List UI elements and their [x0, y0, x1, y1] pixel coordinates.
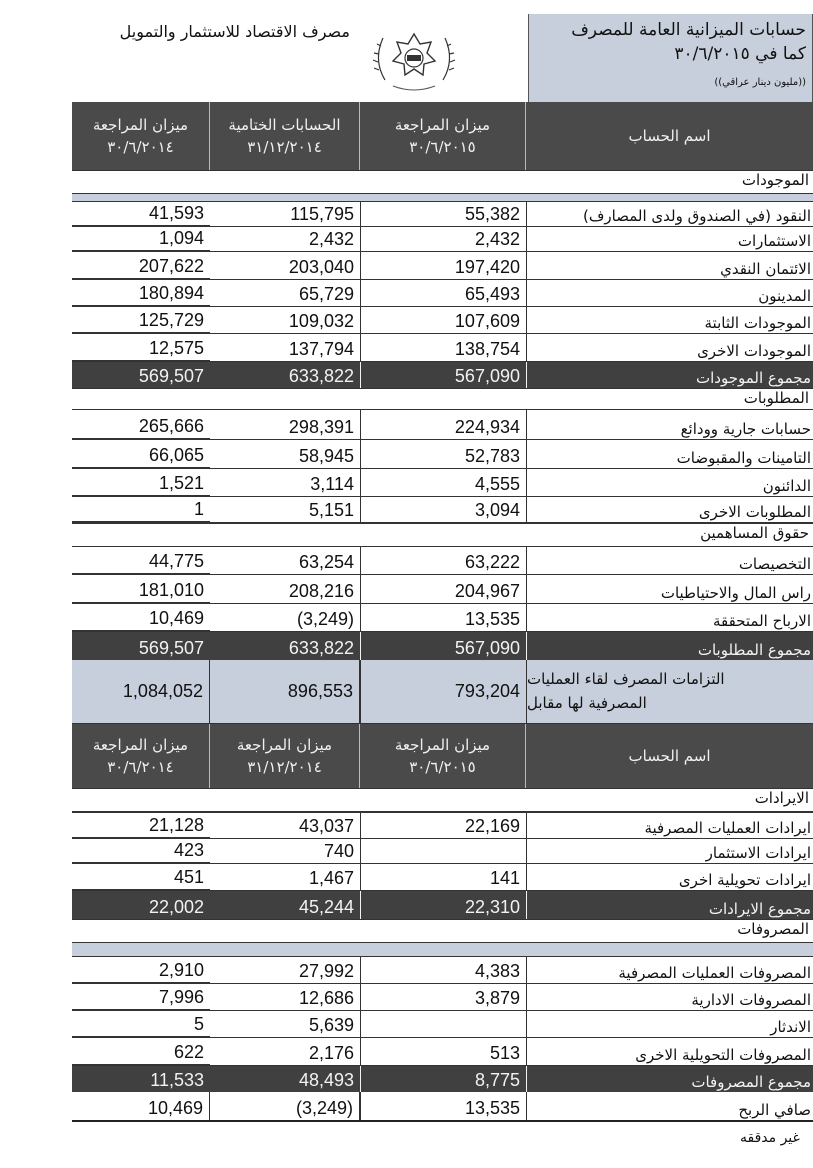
value-2014-jun: 21,128: [72, 812, 210, 838]
total-2014-dec: 48,493: [298, 1070, 354, 1090]
table-row: [72, 280, 813, 307]
section-expenses: المصروفات: [72, 919, 813, 943]
value-2014-jun: 622: [72, 1038, 210, 1065]
value-2014-dec: 43,037: [298, 816, 354, 836]
total-2014-jun: 22,002: [148, 897, 204, 917]
col-header-label: ميزان المراجعة: [394, 736, 491, 754]
statement-title-box: [528, 14, 813, 102]
commitments-label-line1: التزامات المصرف لقاء العمليات: [527, 670, 725, 688]
section-liabilities: المطلوبات: [72, 388, 813, 410]
value-2014-jun: 41,593: [72, 202, 210, 226]
value-2015: 4,555: [360, 469, 526, 496]
value-2015: 4,383: [360, 957, 526, 983]
account-name: الموجودات الاخرى: [526, 334, 813, 361]
value-2014-dec: 1,467: [308, 868, 354, 888]
total-row-revenues: [72, 891, 813, 919]
account-name: الائتمان النقدي: [526, 252, 813, 279]
value-2015: 55,382: [360, 202, 526, 226]
value-2014-jun: 180,894: [72, 280, 210, 306]
value-2014-jun: 2,910: [72, 957, 210, 983]
value-2015: 22,169: [360, 812, 526, 838]
account-name: المصروفات الادارية: [526, 984, 813, 1010]
value-2014-jun: 10,469: [72, 604, 210, 631]
value-2015: 3,879: [360, 984, 526, 1010]
total-2015: 22,310: [360, 891, 526, 919]
value-2014-dec: 2,432: [308, 229, 354, 249]
total-2014-dec: 633,822: [288, 638, 354, 658]
total-2014-dec: 633,822: [288, 366, 354, 386]
account-name: الدائنون: [526, 469, 813, 496]
table-row: [72, 1011, 813, 1038]
value-2014-dec: 3,114: [310, 474, 354, 494]
commitments-label: [526, 660, 813, 723]
section-assets: الموجودات: [72, 170, 813, 194]
table-row: [72, 410, 813, 440]
table-row: [72, 575, 813, 604]
income-column-header: [72, 724, 813, 788]
account-name: الارباح المتحققة: [526, 604, 813, 631]
total-2015: 567,090: [360, 632, 526, 660]
account-name: حسابات جارية وودائع: [526, 410, 813, 439]
col-header-label: الحسابات الختامية: [228, 116, 341, 134]
total-2015: 8,775: [360, 1066, 526, 1092]
table-row: [72, 1038, 813, 1066]
table-row: [72, 307, 813, 334]
account-name: المدينون: [526, 280, 813, 306]
value-2014-dec: 27,992: [298, 961, 354, 981]
value-2015: [360, 1011, 526, 1037]
table-row: [72, 604, 813, 632]
total-2014-jun: 569,507: [138, 638, 204, 658]
net-2014-dec: (3,249): [210, 1092, 360, 1120]
total-label: مجموع المصروفات: [526, 1066, 813, 1092]
value-2014-jun: 1: [72, 497, 210, 522]
section-revenues: الايرادات: [72, 788, 813, 812]
commitments-2015: 793,204: [360, 660, 526, 723]
value-2014-jun: 181,010: [72, 575, 210, 603]
value-2014-dec: 12,686: [298, 988, 354, 1008]
table-row: [72, 227, 813, 252]
section-equity: حقوق المساهمين: [72, 523, 813, 547]
total-row-expenses: [72, 1066, 813, 1092]
value-2014-dec: 298,391: [288, 417, 354, 437]
table-row: [72, 547, 813, 575]
total-label: مجموع المطلوبات: [526, 632, 813, 660]
col-header-date: ٣١/١٢/٢٠١٤: [247, 758, 322, 776]
value-2015: 107,609: [360, 307, 526, 333]
value-2014-dec: (3,249): [296, 609, 354, 629]
account-name: المصروفات العمليات المصرفية: [526, 957, 813, 983]
section-spacer: [72, 194, 813, 202]
col-header-2014-jun: [72, 724, 210, 788]
value-2014-dec: 137,794: [288, 339, 354, 359]
col-header-date: ٣٠/٦/٢٠١٤: [107, 758, 174, 776]
col-header-label: ميزان المراجعة: [92, 116, 189, 134]
account-name: ايرادات الاستثمار: [526, 839, 813, 863]
col-header-date: ٣٠/٦/٢٠١٤: [107, 138, 174, 156]
value-2014-jun: 1,521: [72, 469, 210, 496]
table-row: [72, 957, 813, 984]
col-header-2014-jun: [72, 102, 210, 170]
table-row: [72, 469, 813, 497]
table-row: [72, 812, 813, 839]
balance-column-header: [72, 102, 813, 170]
account-name: الاستثمارات: [526, 227, 813, 251]
col-header-date: ٣٠/٦/٢٠١٥: [409, 758, 476, 776]
commitments-label-line2: المصرفية لها مقابل: [527, 694, 647, 712]
col-header-2014-dec: [210, 102, 360, 170]
bank-logo-emblem: [365, 20, 463, 98]
account-name: النقود (في الصندوق ولدى المصارف): [526, 202, 813, 226]
value-2014-dec: 5,639: [308, 1015, 354, 1035]
value-2014-jun: 7,996: [72, 984, 210, 1010]
value-2015: 52,783: [360, 440, 526, 468]
value-2014-dec: 115,795: [290, 204, 354, 224]
value-2014-jun: 451: [72, 864, 210, 890]
value-2014-dec: 63,254: [298, 552, 354, 572]
table-row: [72, 252, 813, 280]
account-name: الموجودات الثابتة: [526, 307, 813, 333]
section-spacer: [72, 943, 813, 957]
value-2014-dec: 2,176: [308, 1043, 354, 1063]
col-header-label: ميزان المراجعة: [394, 116, 491, 134]
account-name: المصروفات التحويلية الاخرى: [526, 1038, 813, 1065]
value-2015: 65,493: [360, 280, 526, 306]
account-name: التخصيصات: [526, 547, 813, 574]
net-2014-jun: 10,469: [72, 1092, 210, 1120]
col-header-date: ٣١/١٢/٢٠١٤: [247, 138, 322, 156]
col-header-label: ميزان المراجعة: [236, 736, 333, 754]
bank-name: مصرف الاقتصاد للاستثمار والتمويل: [119, 22, 350, 41]
total-2015: 567,090: [360, 362, 526, 388]
total-2014-dec: 45,244: [298, 897, 354, 917]
value-2014-jun: 44,775: [72, 547, 210, 574]
table-row: [72, 839, 813, 864]
value-2014-jun: 1,094: [72, 227, 210, 251]
net-label: صافي الربح: [526, 1092, 813, 1120]
table-row: [72, 440, 813, 469]
table-row: [72, 202, 813, 227]
value-2015: 141: [360, 864, 526, 890]
value-2015: 2,432: [360, 227, 526, 251]
value-2015: 204,967: [360, 575, 526, 603]
value-2014-dec: 208,216: [288, 581, 354, 601]
col-header-date: ٣٠/٦/٢٠١٥: [409, 138, 476, 156]
value-2014-jun: 207,622: [72, 252, 210, 279]
value-2015: 138,754: [360, 334, 526, 361]
value-2015: 197,420: [360, 252, 526, 279]
account-name: المطلوبات الاخرى: [526, 497, 813, 522]
value-2015: 13,535: [360, 604, 526, 631]
currency-unit: ((مليون دينار عراقي)): [714, 77, 806, 88]
account-name: ايرادات العمليات المصرفية: [526, 812, 813, 838]
total-row-assets: [72, 362, 813, 388]
value-2015: 3,094: [360, 497, 526, 522]
col-header-2015: [360, 102, 526, 170]
value-2014-jun: 265,666: [72, 410, 210, 439]
value-2014-jun: 423: [72, 839, 210, 863]
statement-title: حسابات الميزانية العامة للمصرف: [571, 20, 806, 40]
total-label: مجموع الموجودات: [526, 362, 813, 388]
col-header-label: ميزان المراجعة: [92, 736, 189, 754]
value-2014-dec: 109,032: [288, 311, 354, 331]
total-label: مجموع الايرادات: [526, 891, 813, 919]
table-row: [72, 497, 813, 523]
commitments-row: [72, 660, 813, 724]
account-name: التامينات والمقبوضات: [526, 440, 813, 468]
value-2014-dec: 203,040: [288, 257, 354, 277]
table-row: [72, 334, 813, 362]
value-2015: 513: [360, 1038, 526, 1065]
account-name: ايرادات تحويلية اخرى: [526, 864, 813, 890]
value-2015: [360, 839, 526, 863]
table-row: [72, 984, 813, 1011]
value-2014-jun: 5: [72, 1011, 210, 1037]
value-2014-dec: 5,151: [308, 500, 354, 520]
total-2014-jun: 569,507: [138, 366, 204, 386]
value-2015: 63,222: [360, 547, 526, 574]
value-2014-jun: 12,575: [72, 334, 210, 361]
col-header-2014-dec: [210, 724, 360, 788]
col-header-2015: [360, 724, 526, 788]
commitments-2014-dec: 896,553: [210, 660, 360, 723]
total-2014-jun: 11,533: [150, 1070, 204, 1090]
account-name: الاندثار: [526, 1011, 813, 1037]
table-row: [72, 864, 813, 891]
unaudited-note: غير مدققه: [740, 1130, 800, 1146]
commitments-2014-jun: 1,084,052: [72, 660, 210, 723]
value-2014-dec: 58,945: [298, 446, 354, 466]
value-2014-dec: 65,729: [298, 284, 354, 304]
value-2014-dec: 740: [323, 841, 354, 861]
value-2014-jun: 66,065: [72, 440, 210, 468]
col-header-account-name: اسم الحساب: [628, 747, 711, 765]
net-profit-row: [72, 1092, 813, 1122]
value-2015: 224,934: [360, 410, 526, 439]
col-header-account-name: اسم الحساب: [628, 127, 711, 145]
net-2015: 13,535: [360, 1092, 526, 1120]
statement-date: كما في ٣٠/٦/٢٠١٥: [674, 44, 806, 64]
account-name: راس المال والاحتياطيات: [526, 575, 813, 603]
total-row-liabilities: [72, 632, 813, 660]
value-2014-jun: 125,729: [72, 307, 210, 333]
